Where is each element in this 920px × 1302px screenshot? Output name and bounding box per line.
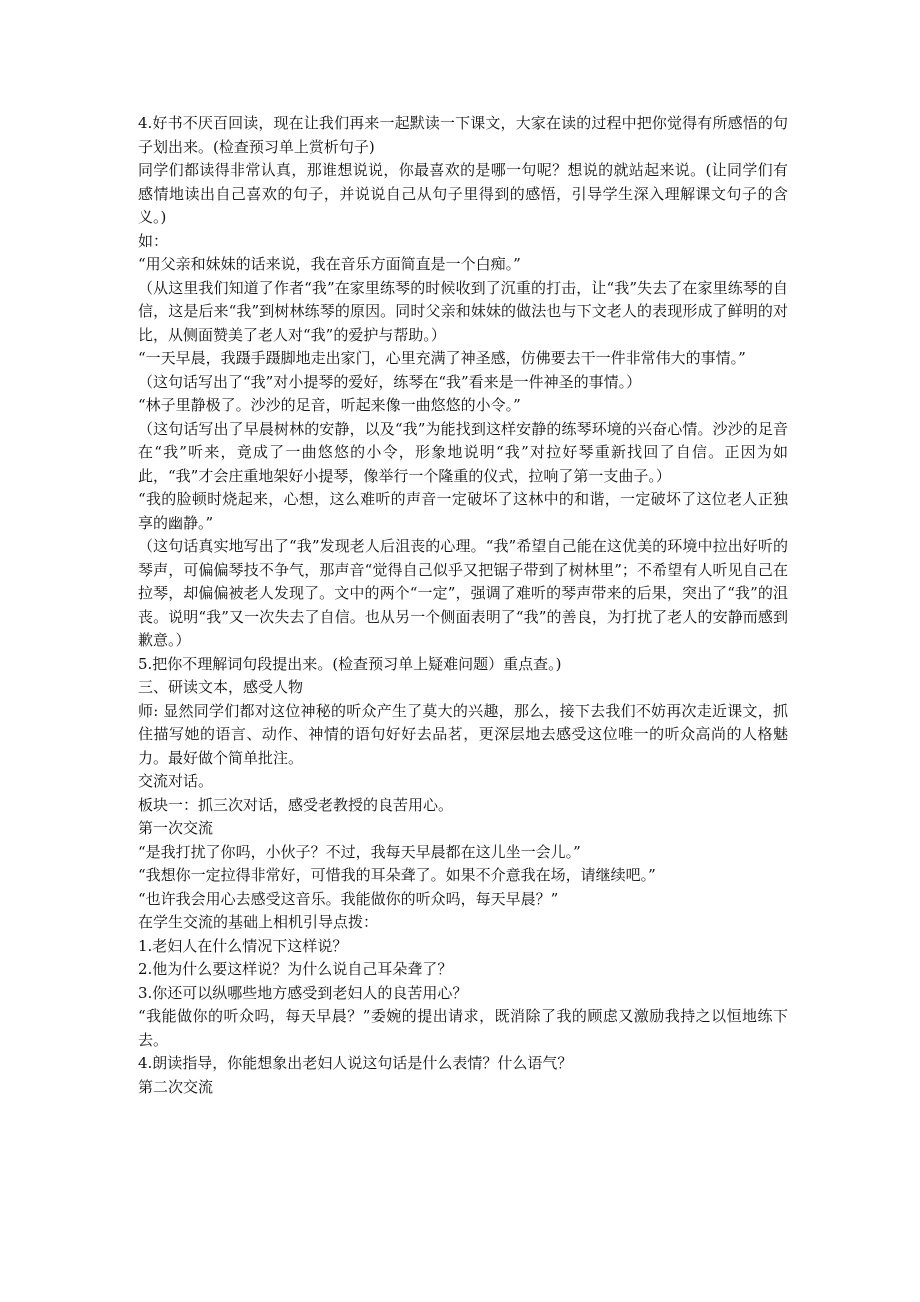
quote-idiot-in-music: “用父亲和妹妹的话来说，我在音乐方面简直是一个白痴。”: [138, 255, 521, 273]
analysis-morning-tiptoe: （这句话写出了“我”对小提琴的爱好，练琴在“我”看来是一件神圣的事情。）: [138, 372, 642, 391]
quote-be-your-audience: “也许我会用心去感受这音乐。我能做你的听众吗，每天早晨？”: [138, 889, 559, 908]
paragraph-reread-instruction: 4.好书不厌百回读，现在让我们再来一起默读一下课文，大家在读的过程中把你觉得有所感悟的句子划出来。(检查预习单上赏析句子): [138, 114, 788, 156]
analysis-quiet-woods: （这句话写出了早晨树林的安静，以及“我”为能找到这样安静的练琴环境的兴奋心情。沙沙的足音在“我”听来，竟成了一曲悠悠的小令，形象地说明“我”对拉好琴重新找回了自信。正因为如此，“我”才会庄重地架好小提琴，像举行一个隆重的仪式，拉响了第一支曲子。）: [138, 419, 788, 485]
paragraph-first-exchange: 第一次交流: [138, 819, 214, 837]
paragraph-block-one: 板块一：抓三次对话，感受老教授的良苦用心。: [138, 795, 454, 814]
quote-disturb-you: “是我打扰了你吗，小伙子？不过，我每天早晨都在这儿坐一会儿。”: [138, 842, 581, 861]
document-page: [138, 112, 788, 1099]
paragraph-guidance-intro: 在学生交流的基础上相机引导点拨：: [138, 913, 379, 931]
quote-request-analysis: “我能做你的听众吗，每天早晨？”委婉的提出请求，既消除了我的顾虑又激励我持之以恒地练下去。: [138, 1007, 788, 1049]
quote-quiet-woods: “林子里静极了。沙沙的足音，听起来像一曲悠悠的小令。”: [138, 396, 521, 414]
paragraph-second-exchange: 第二次交流: [138, 1077, 214, 1096]
section-heading-study-text: 三、研读文本，感受人物: [138, 678, 304, 696]
analysis-face-burning: （这句话真实地写出了“我”发现老人后沮丧的心理。“我”希望自己能在这优美的环境中拉出好听的琴声，可偏偏琴技不争气，那声音“觉得自己似乎又把锯子带到了树林里”；不希望有人听见自己在拉琴，却偏偏被老人发现了。文中的两个“一定”，强调了难听的琴声带来的后果，突出了“我”的沮丧。说明“我”又一次失去了自信。也从另一个侧面表明了“我”的善良，为打扰了老人的安静而感到歉意。）: [138, 537, 788, 649]
paragraph-share-favorite: 同学们都读得非常认真，那谁想说说，你最喜欢的是哪一句呢？想说的就站起来说。(让同学们有感情地读出自己喜欢的句子，并说说自己从句子里得到的感悟，引导学生深入理解课文句子的含义。): [138, 161, 788, 226]
quote-morning-tiptoe: “一天早晨，我蹑手蹑脚地走出家门，心里充满了神圣感，仿佛要去干一件非常伟大的事情。”: [138, 349, 746, 367]
quote-ears-deaf: “我想你一定拉得非常好，可惜我的耳朵聋了。如果不介意我在场，请继续吧。”: [138, 866, 656, 884]
paragraph-teacher-intro: 师: 显然同学们都对这位神秘的听众产生了莫大的兴趣，那么，接下去我们不妨再次走近课文，抓住描写她的语言、动作、神情的语句好好去品茗，更深层地去感受这位唯一的听众高尚的人格魅力。最好做个简单批注。: [138, 701, 788, 767]
analysis-idiot-in-music: （从这里我们知道了作者“我”在家里练琴的时候收到了沉重的打击，让“我”失去了在家里练琴的自信，这是后来“我”到树林练琴的原因。同时父亲和妹妹的做法也与下文老人的表现形成了鲜明的对比，从侧面赞美了老人对“我”的爱护与帮助。）: [138, 278, 788, 344]
paragraph-exchange-dialogue: 交流对话。: [138, 772, 214, 790]
paragraph-unclear-questions: 5.把你不理解词句段提出来。(检查预习单上疑难问题）重点查。): [138, 654, 562, 673]
question-4: 4.朗读指导，你能想象出老妇人说这句话是什么表情？什么语气？: [138, 1054, 573, 1072]
paragraph-example-label: 如：: [138, 231, 169, 250]
question-1: 1.老妇人在什么情况下这样说？: [138, 936, 348, 955]
question-2: 2.他为什么要这样说？为什么说自己耳朵聋了？: [138, 960, 453, 978]
quote-face-burning: “我的脸顿时烧起来，心想，这么难听的声音一定破坏了这林中的和谐，一定破坏了这位老人正独享的幽静。”: [138, 490, 788, 532]
question-3: 3.你还可以纵哪些地方感受到老妇人的良苦用心？: [138, 983, 468, 1002]
